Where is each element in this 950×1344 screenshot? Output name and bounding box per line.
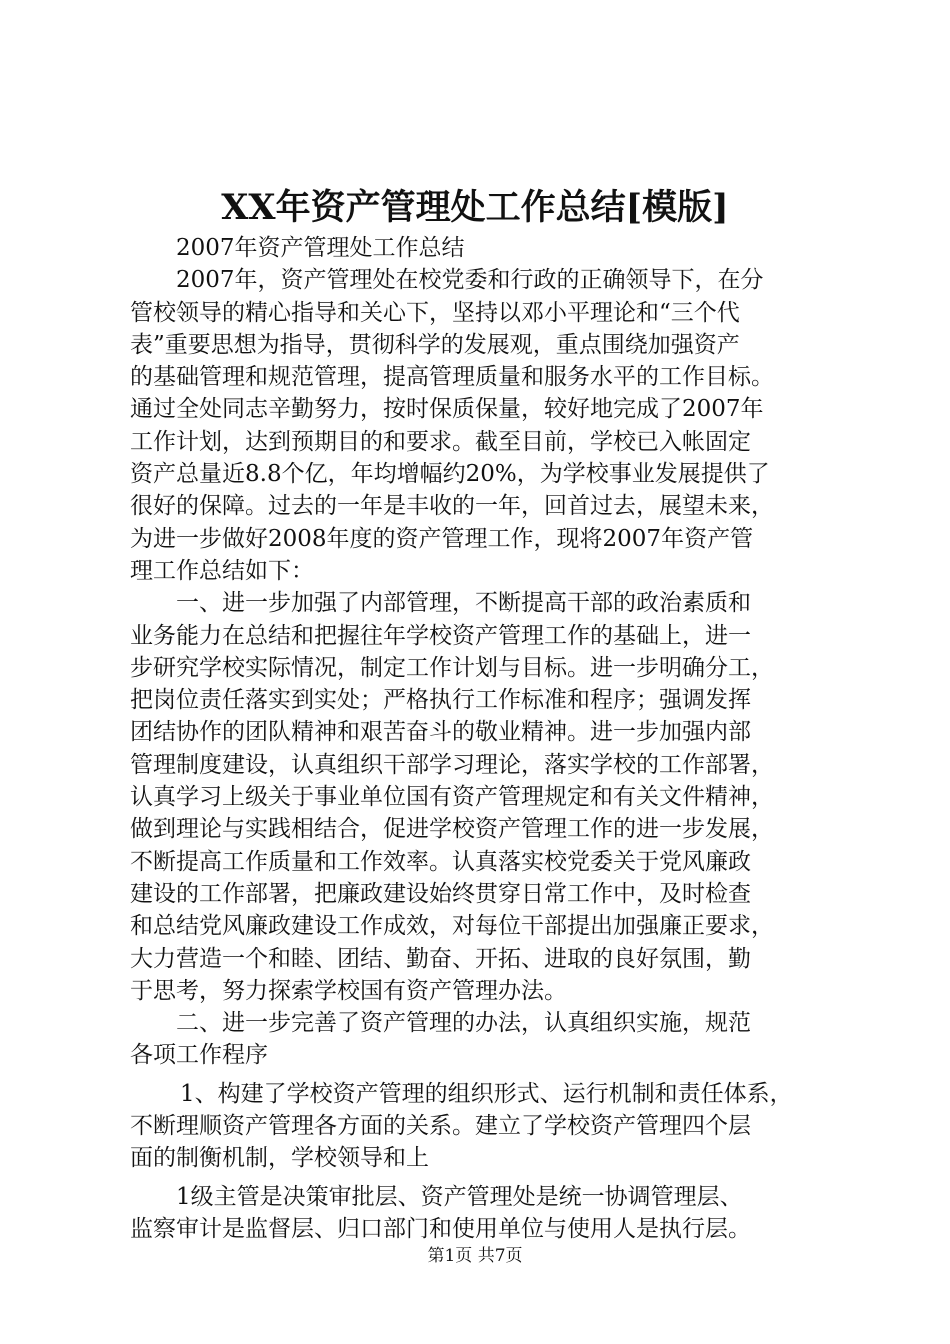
paragraph-line: 于思考，努力探索学校国有资产管理办法。 xyxy=(130,977,567,1004)
page-number-footer: 第1页 共7页 xyxy=(427,1246,523,1266)
paragraph-line: 监察审计是监督层、归口部门和使用单位与使用人是执行层。 xyxy=(130,1215,751,1242)
paragraph-line: 为进一步做好2008年度的资产管理工作，现将2007年资产管 xyxy=(130,525,754,552)
paragraph-line: 业务能力在总结和把握往年学校资产管理工作的基础上，进一 xyxy=(130,622,751,649)
paragraph-line: 认真学习上级关于事业单位国有资产管理规定和有关文件精神， xyxy=(130,784,774,811)
paragraph-line: 1级主管是决策审批层、资产管理处是统一协调管理层、 xyxy=(176,1183,743,1210)
paragraph-line: 理工作总结如下： xyxy=(130,557,314,584)
paragraph-line: 步研究学校实际情况，制定工作计划与目标。进一步明确分工， xyxy=(130,654,774,681)
paragraph-line: 二、进一步完善了资产管理的办法，认真组织实施，规范 xyxy=(176,1010,751,1037)
document-body xyxy=(130,232,830,1245)
paragraph-line: 和总结党风廉政建设工作成效，对每位干部提出加强廉正要求， xyxy=(130,913,774,940)
paragraph-line: 不断提高工作质量和工作效率。认真落实校党委关于党风廉政 xyxy=(130,848,751,875)
paragraph-line: 资产总量近8.8个亿，年均增幅约20%，为学校事业发展提供了 xyxy=(130,461,770,488)
paragraph-line: 把岗位责任落实到实处；严格执行工作标准和程序；强调发挥 xyxy=(130,687,751,714)
paragraph-line: 做到理论与实践相结合，促进学校资产管理工作的进一步发展， xyxy=(130,816,774,843)
paragraph-line: 各项工作程序 xyxy=(130,1042,268,1069)
paragraph-line: 通过全处同志辛勤努力，按时保质保量，较好地完成了2007年 xyxy=(130,396,764,423)
paragraph-line: 2007年资产管理处工作总结 xyxy=(176,235,465,261)
paragraph-line: 管校领导的精心指导和关心下，坚持以邓小平理论和“三个代 xyxy=(130,299,740,326)
paragraph-line: 管理制度建设，认真组织干部学习理论，落实学校的工作部署， xyxy=(130,751,774,778)
paragraph-line: 面的制衡机制，学校领导和上 xyxy=(130,1145,429,1172)
paragraph-line: 建设的工作部署，把廉政建设始终贯穿日常工作中，及时检查 xyxy=(130,880,751,907)
paragraph-line: 很好的保障。过去的一年是丰收的一年，回首过去，展望未来， xyxy=(130,493,774,520)
paragraph-line: 的基础管理和规范管理，提高管理质量和服务水平的工作目标。 xyxy=(130,364,774,391)
paragraph-line: 团结协作的团队精神和艰苦奋斗的敬业精神。进一步加强内部 xyxy=(130,719,751,746)
paragraph-line: 2007年，资产管理处在校党委和行政的正确领导下，在分 xyxy=(176,267,764,294)
paragraph-line: 一、进一步加强了内部管理，不断提高干部的政治素质和 xyxy=(176,590,751,617)
paragraph-line: 表”重要思想为指导，贯彻科学的发展观，重点围绕加强资产 xyxy=(130,331,740,358)
paragraph-line: 1、构建了学校资产管理的组织形式、运行机制和责任体系， xyxy=(180,1080,793,1107)
paragraph-line: 不断理顺资产管理各方面的关系。建立了学校资产管理四个层 xyxy=(130,1113,751,1140)
paragraph-line: 大力营造一个和睦、团结、勤奋、开拓、进取的良好氛围，勤 xyxy=(130,945,751,972)
paragraph-line: 工作计划，达到预期目的和要求。截至目前，学校已入帐固定 xyxy=(130,428,751,455)
document-title: XX年资产管理处工作总结[模版] xyxy=(221,187,729,228)
